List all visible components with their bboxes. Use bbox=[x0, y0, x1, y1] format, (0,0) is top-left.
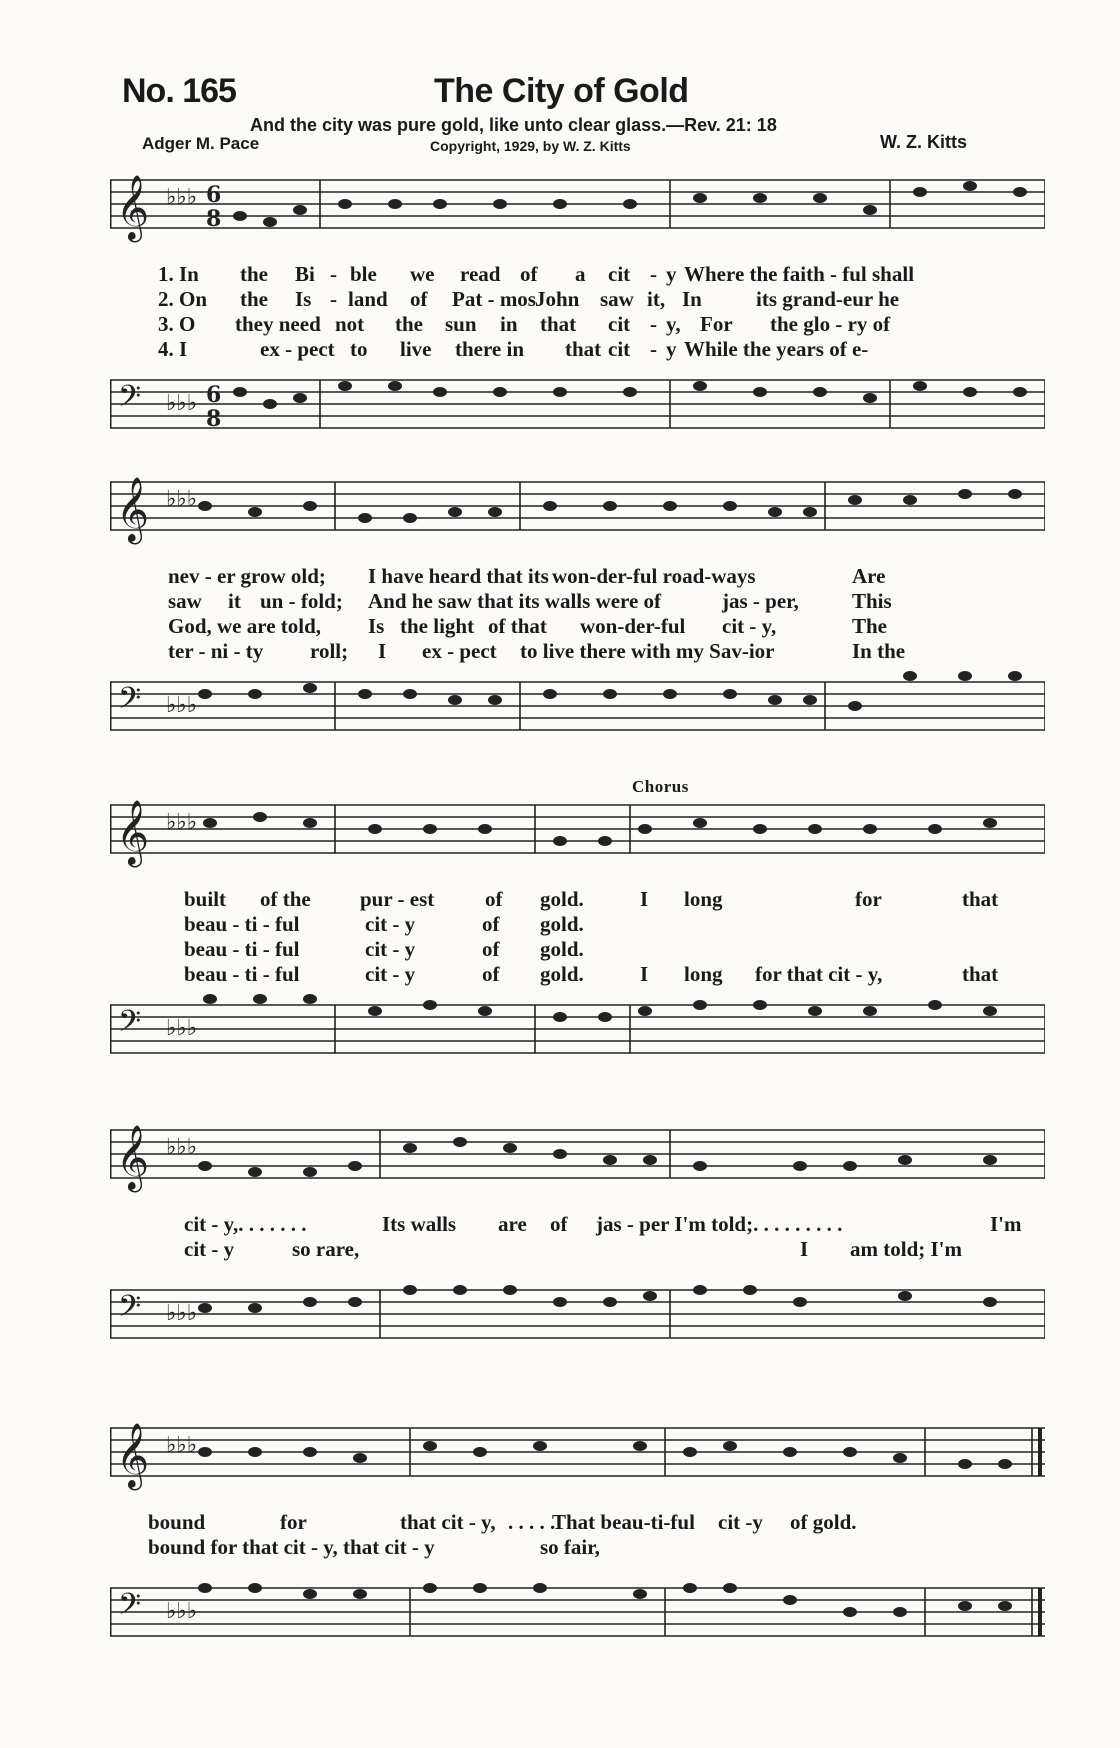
scripture-verse: And the city was pure gold, like unto clear glass.—Rev. 21: 18 bbox=[250, 115, 777, 135]
svg-text:♭♭♭: ♭♭♭ bbox=[166, 487, 198, 512]
lyric-line-2: beau - ti - ful cit - y of gold. bbox=[184, 912, 584, 936]
treble-staff bbox=[110, 785, 1045, 885]
svg-text:𝄢: 𝄢 bbox=[118, 1588, 142, 1629]
lyric-line-1: nev - er grow old; I have heard that its won-der-ful road-ways Are bbox=[168, 564, 886, 588]
lyric-line-4: beau - ti - ful cit - y of gold. I long for that cit - y, that bbox=[184, 962, 999, 986]
treble-staff bbox=[110, 462, 1045, 562]
treble-staff bbox=[110, 160, 1045, 260]
lyric-line-2: saw it un - fold; And he saw that its walls were of jas - per, This bbox=[168, 589, 892, 613]
lyric-line-1: built of the pur - est of gold. I long for that bbox=[184, 887, 999, 911]
lyric-line-1: 1. In the Bi - ble we read of a cit - y Where the faith - ful shall bbox=[158, 262, 915, 286]
svg-text:♭♭♭: ♭♭♭ bbox=[166, 1301, 198, 1326]
bass-staff bbox=[110, 1270, 1045, 1370]
music-system-1 bbox=[110, 160, 1045, 460]
bass-staff bbox=[110, 985, 1045, 1085]
lyric-line-1: bound for that cit - y, . . . . . That beau-ti-ful cit -y of gold. bbox=[148, 1510, 857, 1534]
hymn-number: No. 165 bbox=[122, 72, 236, 110]
svg-text:♭♭♭: ♭♭♭ bbox=[166, 810, 198, 835]
lyric-line-2: cit - y so rare, I am told; I'm bbox=[184, 1237, 962, 1261]
bass-staff bbox=[110, 662, 1045, 762]
svg-text:♭♭♭: ♭♭♭ bbox=[166, 391, 198, 416]
bass-staff bbox=[110, 360, 1045, 460]
lyric-line-1: cit - y,. . . . . . . Its walls are of jas - per I'm told;. . . . . . . . . I'm bbox=[184, 1212, 1022, 1236]
svg-text:𝄞: 𝄞 bbox=[116, 477, 150, 542]
svg-text:6: 6 bbox=[206, 382, 222, 408]
lyric-line-3: beau - ti - ful cit - y of gold. bbox=[184, 937, 584, 961]
svg-text:8: 8 bbox=[206, 206, 222, 232]
lyric-line-2: bound for that cit - y, that cit - y so fair, bbox=[148, 1535, 600, 1559]
svg-text:6: 6 bbox=[206, 182, 222, 208]
svg-text:𝄢: 𝄢 bbox=[118, 1290, 142, 1331]
lyric-line-3: God, we are told, Is the light of that won-der-ful cit - y, The bbox=[168, 614, 888, 638]
music-system-2 bbox=[110, 462, 1045, 762]
svg-text:♭♭♭: ♭♭♭ bbox=[166, 185, 198, 210]
hymn-title: The City of Gold bbox=[434, 72, 689, 110]
svg-text:𝄞: 𝄞 bbox=[116, 1423, 150, 1488]
lyric-line-4: 4. I ex - pect to live there in that cit - y While the years of e- bbox=[158, 337, 869, 361]
svg-text:𝄞: 𝄞 bbox=[116, 1125, 150, 1190]
copyright-notice: Copyright, 1929, by W. Z. Kitts bbox=[430, 138, 631, 154]
chorus-label: Chorus bbox=[632, 777, 689, 796]
svg-text:♭♭♭: ♭♭♭ bbox=[166, 1135, 198, 1160]
treble-staff bbox=[110, 1110, 1045, 1210]
svg-text:𝄢: 𝄢 bbox=[118, 682, 142, 723]
lyric-line-2: 2. On the Is - land of Pat - mos John saw it, In its grand-eur he bbox=[158, 287, 900, 311]
lyric-line-4: ter - ni - ty roll; I ex - pect to live there with my Sav-ior In the bbox=[168, 639, 906, 663]
svg-text:8: 8 bbox=[206, 406, 222, 432]
treble-staff bbox=[110, 1408, 1045, 1508]
music-system-5 bbox=[110, 1408, 1045, 1698]
svg-text:𝄞: 𝄞 bbox=[116, 800, 150, 865]
lyricist: Adger M. Pace bbox=[142, 134, 260, 153]
svg-text:𝄞: 𝄞 bbox=[116, 175, 150, 240]
svg-text:♭♭♭: ♭♭♭ bbox=[166, 1599, 198, 1624]
svg-text:♭♭♭: ♭♭♭ bbox=[166, 693, 198, 718]
music-system-4 bbox=[110, 1110, 1045, 1400]
svg-text:♭♭♭: ♭♭♭ bbox=[166, 1433, 198, 1458]
composer: W. Z. Kitts bbox=[880, 132, 967, 152]
svg-text:♭♭♭: ♭♭♭ bbox=[166, 1016, 198, 1041]
svg-text:𝄢: 𝄢 bbox=[118, 1005, 142, 1046]
bass-staff bbox=[110, 1568, 1045, 1668]
lyric-line-3: 3. O they need not the sun in that cit - y, For the glo - ry of bbox=[158, 312, 891, 336]
music-system-3 bbox=[110, 777, 1045, 1085]
svg-text:𝄢: 𝄢 bbox=[118, 380, 142, 421]
